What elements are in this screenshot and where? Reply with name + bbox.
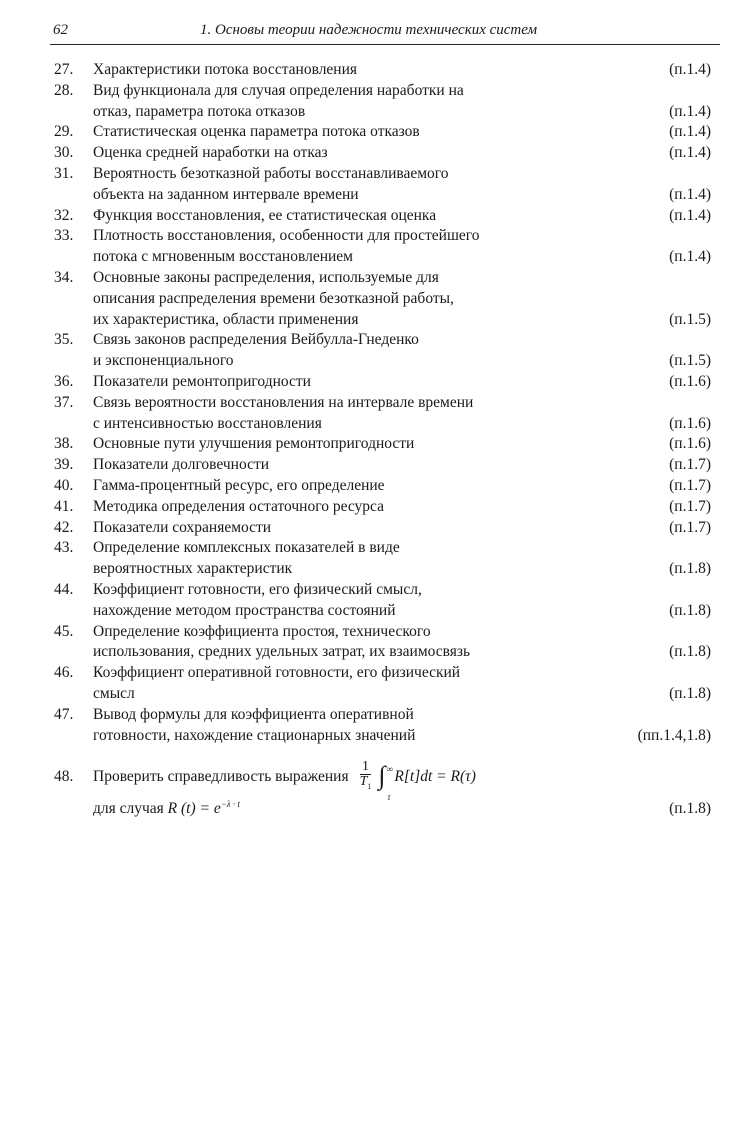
item-number: 39. (54, 456, 74, 474)
list-item (0, 393, 753, 435)
item-text-line: описания распределения времени безотказной работы, (93, 289, 454, 307)
formula-line-2 (93, 794, 573, 820)
item-text-line: Коэффициент оперативной готовности, его физический (93, 664, 461, 682)
list-item (0, 538, 753, 580)
item-text (93, 476, 573, 497)
item-reference: (п.1.8) (669, 601, 711, 619)
list-item (0, 663, 753, 705)
formula-lead-text: Проверить справедливость выражения (93, 767, 349, 785)
item-number: 32. (54, 206, 74, 224)
item-number: 31. (54, 164, 74, 182)
list-item (0, 330, 753, 372)
item-text-line: Вид функционала для случая определения наработки на (93, 81, 464, 99)
item-reference: (п.1.8) (669, 643, 711, 661)
denominator-subscript: 1 (367, 782, 372, 792)
item-text (93, 518, 573, 539)
item-reference: (п.1.4) (669, 102, 711, 120)
item-text (93, 60, 573, 81)
item-number: 27. (54, 61, 74, 78)
item-reference: (п.1.6) (669, 414, 711, 432)
item-text (93, 455, 573, 476)
item-text (93, 164, 573, 206)
formula-case-text: для случая (93, 800, 164, 818)
fraction-denominator: $T_1$ (359, 774, 372, 792)
item-number: 47. (54, 705, 74, 723)
item-number: 38. (54, 435, 74, 453)
item-text-line: использования, средних удельных затрат, их взаимосвязь (93, 643, 471, 661)
item-text (93, 705, 573, 747)
item-text-line: отказ, параметра потока отказов (93, 102, 306, 120)
item-text-line: Статистическая оценка параметра потока отказов (93, 123, 420, 141)
item-text-line: Функция восстановления, ее статистическая оценка (93, 206, 437, 224)
item-text-line: вероятностных характеристик (93, 560, 293, 578)
list-item (0, 372, 753, 393)
item-text-line: Показатели ремонтопригодности (93, 372, 311, 390)
list-item (0, 143, 753, 164)
item-text-line: Оценка средней наработки на отказ (93, 144, 328, 162)
item-text (93, 497, 573, 518)
item-reference: (п.1.6) (669, 372, 711, 390)
item-text-line: Связь вероятности восстановления на интервале времени (93, 393, 474, 411)
item-reference: (п.1.4) (669, 206, 711, 224)
item-text (93, 143, 573, 164)
formula-exponent: −λ · t (220, 799, 240, 810)
item-reference: (п.1.8) (669, 684, 711, 702)
item-text-line: Основные законы распределения, используемые для (93, 268, 439, 286)
item-reference: (п.1.8) (669, 560, 711, 578)
item-text-line: Показатели сохраняемости (93, 518, 272, 536)
list-item (0, 455, 753, 476)
list-item (0, 206, 753, 227)
list-item (0, 476, 753, 497)
list-item (0, 122, 753, 143)
item-reference: (п.1.7) (669, 518, 711, 536)
item-text-line: и экспоненциального (93, 352, 234, 370)
item-reference: (п.1.7) (669, 476, 711, 494)
item-text-line: Связь законов распределения Вейбулла-Гнеденко (93, 331, 419, 349)
page-header (50, 22, 720, 45)
item-number: 29. (54, 123, 74, 141)
item-text-line: Определение коэффициента простоя, технического (93, 622, 431, 640)
list-item (0, 497, 753, 518)
item-text (93, 580, 573, 622)
item-text-line: их характеристика, области применения (93, 310, 359, 328)
item-number: 30. (54, 144, 74, 162)
running-title: 1. Основы теории надежности технических систем (200, 22, 538, 38)
item-text (93, 622, 573, 664)
item-text-line: Вероятность безотказной работы восстанавливаемого (93, 164, 449, 182)
item-text (93, 663, 573, 705)
integrand: R[t]dt = R(τ) (394, 767, 476, 785)
item-reference: (п.1.6) (669, 435, 711, 453)
item-text (93, 538, 573, 580)
item-reference: (п.1.7) (669, 456, 711, 474)
formula (355, 759, 476, 803)
item-text (93, 330, 573, 372)
item-reference: (пп.1.4,1.8) (637, 726, 711, 744)
integral-sign: ∫ ∞ τ (378, 761, 392, 793)
fraction-numerator: 1 (362, 759, 369, 775)
item-text-line: готовности, нахождение стационарных значений (93, 726, 416, 744)
list-item (0, 622, 753, 664)
list-item (0, 81, 753, 123)
item-text (93, 393, 573, 435)
item-number: 46. (54, 664, 74, 682)
item-text-line: Коэффициент готовности, его физический смысл, (93, 580, 422, 598)
item-number: 33. (54, 227, 74, 245)
item-text-line: Методика определения остаточного ресурса (93, 497, 384, 515)
item-number: 36. (54, 372, 74, 390)
item-text (93, 268, 573, 330)
list-item (0, 164, 753, 206)
item-number: 35. (54, 331, 74, 349)
item-reference: (п.1.4) (669, 61, 711, 78)
item-text-line: Характеристики потока восстановления (93, 61, 358, 78)
integral-lower-limit: τ (387, 792, 391, 803)
item-text (93, 206, 573, 227)
item-number: 44. (54, 580, 74, 598)
item-reference: (п.1.4) (669, 144, 711, 162)
item-reference: (п.1.4) (669, 185, 711, 203)
item-text-line: Определение комплексных показателей в виде (93, 539, 400, 557)
item-text-line: Вывод формулы для коэффициента оперативной (93, 705, 414, 723)
item-text (93, 122, 573, 143)
list-item (0, 580, 753, 622)
item-text-line: нахождение методом пространства состояний (93, 601, 396, 619)
list-item (0, 60, 753, 81)
item-text (93, 226, 573, 268)
formula-fraction (358, 760, 374, 794)
item-reference: (п.1.5) (669, 352, 711, 370)
item-reference: (п.1.4) (669, 248, 711, 266)
list-item (0, 518, 753, 539)
item-number: 45. (54, 622, 74, 640)
item-number: 40. (54, 476, 74, 494)
list-item (0, 705, 753, 747)
item-number: 34. (54, 268, 74, 286)
item-number: 37. (54, 393, 74, 411)
list-item (0, 760, 753, 820)
item-reference: (п.1.8) (669, 800, 711, 818)
list-item (0, 434, 753, 455)
item-text-line: с интенсивностью восстановления (93, 414, 322, 432)
item-number: 43. (54, 539, 74, 557)
item-reference: (п.1.7) (669, 497, 711, 515)
item-text-line: Гамма-процентный ресурс, его определение (93, 476, 385, 494)
formula-line-1 (93, 759, 573, 803)
item-text-line: Основные пути улучшения ремонтопригодности (93, 435, 415, 453)
item-number: 41. (54, 497, 74, 515)
item-reference: (п.1.5) (669, 310, 711, 328)
page-number: 62 (53, 22, 68, 38)
item-text-line: потока с мгновенным восстановлением (93, 248, 353, 266)
item-text-line: смысл (93, 684, 135, 702)
item-text-line: Плотность восстановления, особенности для простейшего (93, 227, 480, 245)
formula-case-expression: R (t) = e (167, 800, 221, 818)
item-number: 28. (54, 81, 74, 99)
item-number: 48. (54, 768, 74, 786)
item-text (93, 434, 573, 455)
list-item (0, 226, 753, 268)
item-text (93, 81, 573, 123)
item-text-line: объекта на заданном интервале времени (93, 185, 359, 203)
list-item (0, 268, 753, 330)
item-text (93, 372, 573, 393)
question-list (0, 60, 753, 820)
item-reference: (п.1.4) (669, 123, 711, 141)
item-text (93, 760, 573, 820)
integral-upper-limit: ∞ (386, 764, 393, 775)
item-number: 42. (54, 518, 74, 536)
item-text-line: Показатели долговечности (93, 456, 270, 474)
